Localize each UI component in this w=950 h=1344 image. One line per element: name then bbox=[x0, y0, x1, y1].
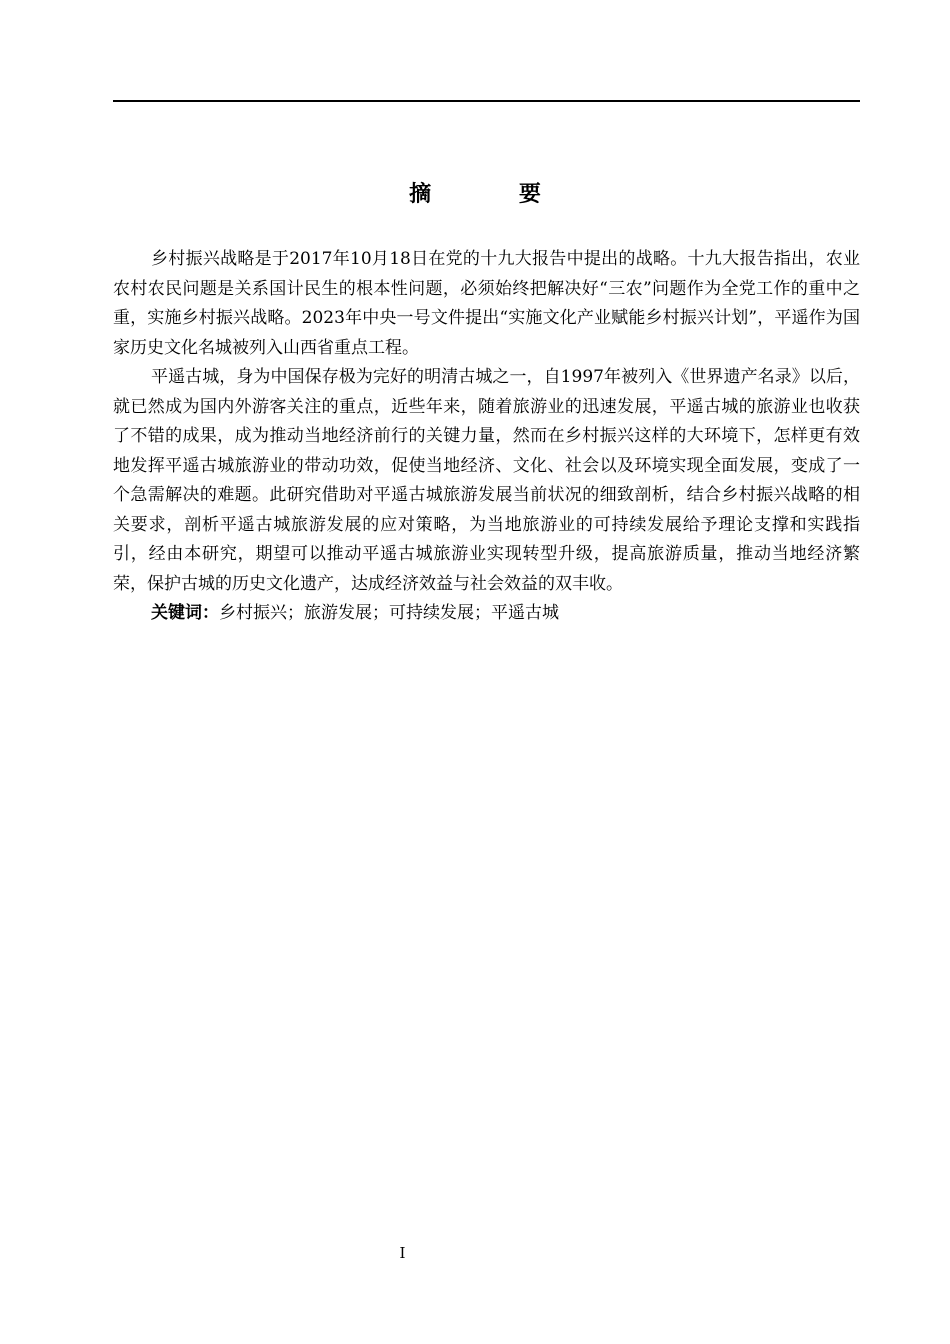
abstract-paragraph-1: 乡村振兴战略是于2017年10月18日在党的十九大报告中提出的战略。十九大报告指出，农业农村农民问题是关系国计民生的根本性问题，必须始终把解决好“三农”问题作为全党工作的重中之重，实施乡村振兴战略。2023年中央一号文件提出“实施文化产业赋能乡村振兴计划”，平遥作为国家历史文化名城被列入山西省重点工程。 bbox=[113, 249, 860, 358]
keywords-line bbox=[113, 599, 860, 629]
header-rule bbox=[113, 100, 860, 102]
abstract-body bbox=[113, 245, 860, 629]
keywords-value: 乡村振兴；旅游发展；可持续发展；平遥古城 bbox=[219, 603, 559, 623]
abstract-paragraph-2: 平遥古城，身为中国保存极为完好的明清古城之一，自1997年被列入《世界遗产名录》以后，就已然成为国内外游客关注的重点，近些年来，随着旅游业的迅速发展，平遥古城的旅游业也收获了不错的成果，成为推动当地经济前行的关键力量，然而在乡村振兴这样的大环境下，怎样更有效地发挥平遥古城旅游业的带动功效，促使当地经济、文化、社会以及环境实现全面发展，变成了一个急需解决的难题。此研究借助对平遥古城旅游发展当前状况的细致剖析，结合乡村振兴战略的相关要求，剖析平遥古城旅游发展的应对策略，为当地旅游业的可持续发展给予理论支撑和实践指引，经由本研究，期望可以推动平遥古城旅游业实现转型升级，提高旅游质量，推动当地经济繁荣，保护古城的历史文化遗产，达成经济效益与社会效益的双丰收。 bbox=[113, 367, 860, 594]
keywords-label: 关键词： bbox=[151, 603, 219, 623]
abstract-title: 摘 要 bbox=[409, 182, 581, 207]
page-number: I bbox=[399, 1244, 406, 1262]
